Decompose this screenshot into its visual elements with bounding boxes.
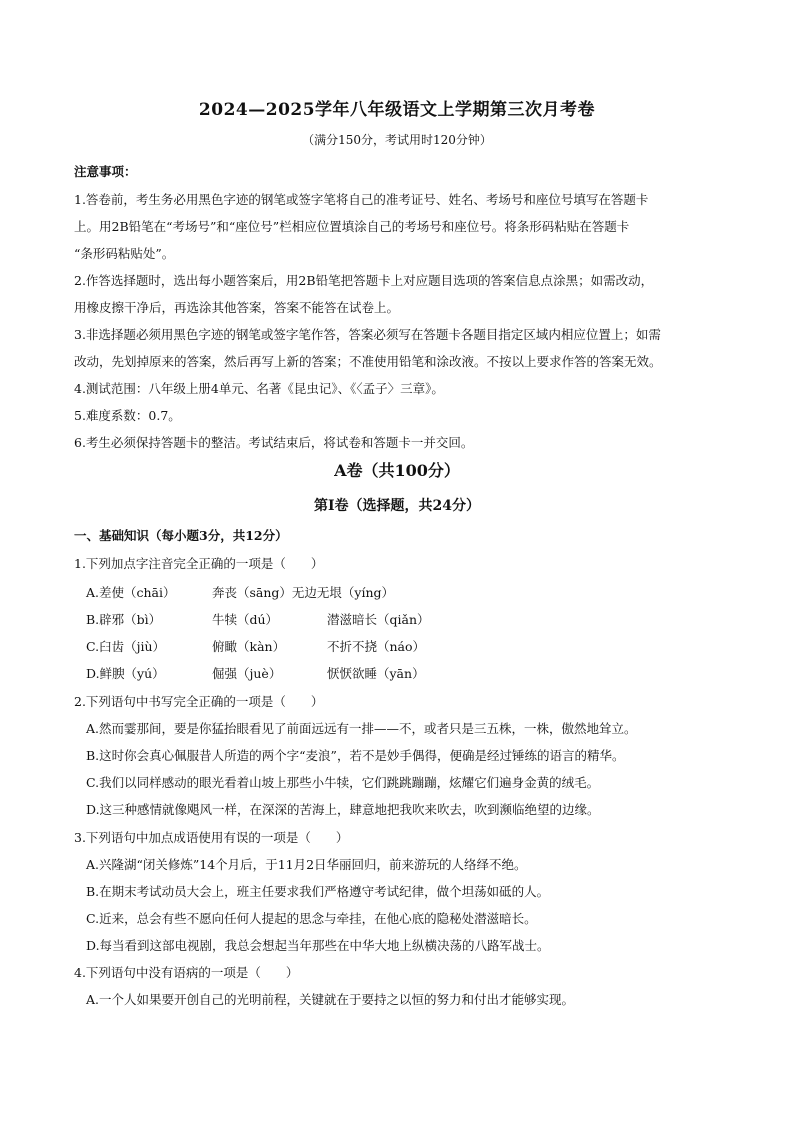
q1-option-c-2: 俯瞰（kàn）	[212, 639, 286, 654]
q3-option: C.近来，总会有些不愿向任何人提起的思念与牵挂，在他心底的隐秘处潜滋暗长。	[86, 911, 537, 926]
q2-option: D.这三种感情就像飓风一样，在深深的苦海上，肆意地把我吹来吹去，吹到濒临绝望的边缘。	[86, 802, 600, 817]
notes-heading: 注意事项：	[74, 164, 137, 179]
notes-line: 5.难度系数：0.7。	[74, 408, 181, 423]
q1-option-a-1: A.差使（chāi）	[86, 585, 176, 600]
q2-option: C.我们以同样感动的眼光看着山坡上那些小牛犊，它们跳跳蹦蹦，炫耀它们遍身金黄的绒毛。	[86, 775, 600, 790]
q2-option: A.然而霎那间，要是你猛抬眼看见了前面远远有一排——不，或者只是三五株，一株，傲然地耸立。	[86, 721, 637, 736]
basic-knowledge-heading: 一、基础知识（每小题3分，共12分）	[74, 528, 288, 543]
q1-option-b-2: 牛犊（dú）	[212, 612, 279, 627]
notes-line: 改动，先划掉原来的答案，然后再写上新的答案；不准使用铅笔和涂改液。不按以上要求作答的答案无效。	[74, 354, 662, 369]
q1-option-d-2: 倔强（juè）	[212, 666, 282, 681]
question-3-stem: 3.下列语句中加点成语使用有误的一项是（ ）	[74, 830, 349, 845]
q1-option-b-3: 潜滋暗长（qiǎn）	[327, 612, 430, 627]
q1-option-a-2: 奔丧（sāng）无边无垠（yíng）	[212, 585, 395, 600]
q1-option-c-3: 不折不挠（náo）	[327, 639, 426, 654]
q1-option-d-3: 恹恹欲睡（yān）	[327, 666, 425, 681]
exam-title: 2024—2025学年八年级语文上学期第三次月考卷	[198, 100, 596, 120]
q3-option: B.在期末考试动员大会上，班主任要求我们严格遵守考试纪律，做个坦荡如砥的人。	[86, 884, 550, 899]
section-a-title: A卷（共100分）	[334, 461, 460, 480]
notes-line: 1.答卷前，考生务必用黑色字迹的钢笔或签字笔将自己的准考证号、姓名、考场号和座位号填写在答题卡	[74, 192, 649, 207]
question-4-stem: 4.下列语句中没有语病的一项是（ ）	[74, 965, 299, 980]
question-1-stem: 1.下列加点字注音完全正确的一项是（ ）	[74, 556, 324, 571]
q3-option: D.每当看到这部电视剧，我总会想起当年那些在中华大地上纵横决荡的八路军战士。	[86, 938, 550, 953]
q4-option: A.一个人如果要开创自己的光明前程，关键就在于要持之以恒的努力和付出才能够实现。	[86, 992, 575, 1007]
q3-option: A.兴隆湖“闭关修炼”14个月后，于11月2日华丽回归，前来游玩的人络绎不绝。	[86, 857, 527, 872]
notes-line: 6.考生必须保持答题卡的整洁。考试结束后，将试卷和答题卡一并交回。	[74, 435, 474, 450]
notes-line: “条形码粘贴处”。	[74, 246, 175, 261]
notes-line: 2.作答选择题时，选出每小题答案后，用2B铅笔把答题卡上对应题目选项的答案信息点涂黑；如需改动，	[74, 273, 654, 288]
question-2-stem: 2.下列语句中书写完全正确的一项是（ ）	[74, 694, 324, 709]
part1-title: 第Ⅰ卷（选择题，共24分）	[313, 498, 481, 514]
notes-line: 3.非选择题必须用黑色字迹的钢笔或签字笔作答，答案必须写在答题卡各题目指定区域内相应位置上；如需	[74, 327, 661, 342]
q1-option-b-1: B.辟邪（bì）	[86, 612, 162, 627]
exam-subtitle: （满分150分，考试用时120分钟）	[302, 133, 492, 147]
notes-line: 4.测试范围：八年级上册4单元、名著《昆虫记》、《〈孟子〉三章》。	[74, 381, 444, 396]
notes-line: 用橡皮擦干净后，再选涂其他答案，答案不能答在试卷上。	[74, 300, 400, 315]
q2-option: B.这时你会真心佩服昔人所造的两个字“麦浪”，若不是妙手偶得，便确是经过锤练的语言的精华。	[86, 748, 625, 763]
q1-option-d-1: D.鲜腴（yú）	[86, 666, 165, 681]
notes-line: 上。用2B铅笔在“考场号”和“座位号”栏相应位置填涂自己的考场号和座位号。将条形码粘贴在答题卡	[74, 219, 630, 234]
q1-option-c-1: C.臼齿（jiù）	[86, 639, 166, 654]
